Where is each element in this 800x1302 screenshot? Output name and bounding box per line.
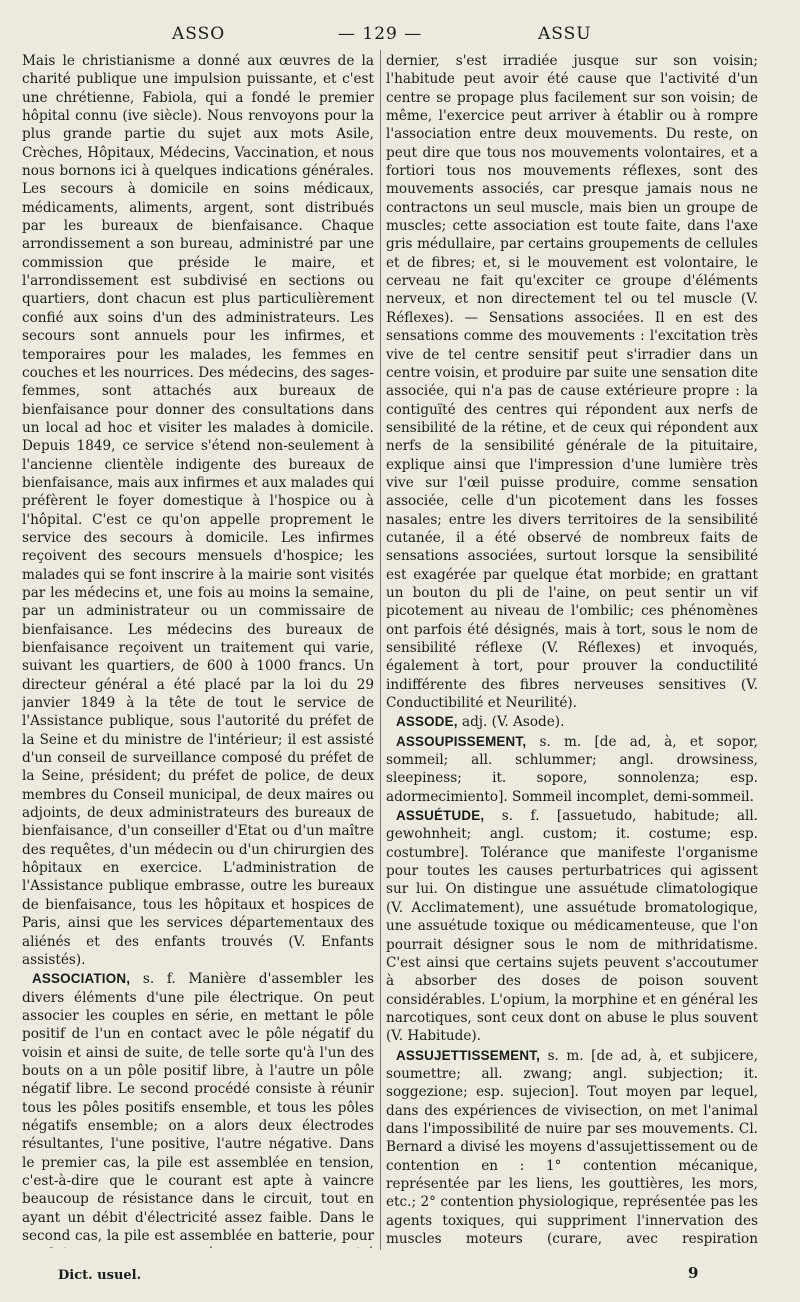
definition-assoupissement: s. m. [de ad, à, et sopor, sommeil; all. schlummer; angl. drowsiness, sleepiness; it. sopore, sonnolenza; esp. adormecimiento]. Sommeil incomplet, demi-sommeil. xyxy=(386,733,758,805)
headword-assujettissement: ASSUJETTISSEMENT, xyxy=(396,1047,541,1063)
page-footer xyxy=(0,1264,800,1292)
definition-assode: adj. (V. Asode). xyxy=(457,714,565,731)
signature-mark: Dict. usuel. xyxy=(58,1268,142,1283)
column-divider xyxy=(380,50,381,1250)
right-column xyxy=(386,52,758,1248)
assistance-continuation-paragraph: Mais le christianisme a donné aux œuvres de la charité publique une impulsion puissante, et c'est une chrétienne, Fabiola, qui a fondé le premier hôpital connu (ive siècle). Nous renvoyons pour la plus grande partie du sujet aux mots Asile, Crèches, Hôpitaux, Médecins, Vaccination, et nous nous bornons ici à quelques indications générales. Les secours à domicile en soins médicaux, médicaments, aliments, argent, sont distribués par les bureaux de bienfaisance. Chaque arrondissement a son bureau, administré par une commission que préside le maire, et l'arrondissement est subdivisé en sections ou quartiers, dont chacun est plus particulièrement confié aux soins d'un des administrateurs. Les secours sont annuels pour les infirmes, et temporaires pour les malades, les femmes en couches et les nourrices. Des médecins, des sages-femmes, sont attachés aux bureaux de bienfaisance pour donner des consultations dans un local ad hoc et visiter les malades à domicile. Depuis 1849, ce service s'étend non-seulement à l'ancienne clientèle indigente des bureaux de bienfaisance, mais aux infirmes et aux malades qui préfèrent le foyer domestique à l'hospice ou à l'hôpital. C'est ce qu'on appelle proprement le service des secours à domicile. Les infirmes reçoivent des secours mensuels d'hospice; les malades qui se font inscrire à la mairie sont visités par les médecins et, une fois au moins la semaine, par un administrateur ou un commissaire de bienfaisance. Les médecins des bureaux de bienfaisance reçoivent un traitement qui varie, suivant les quartiers, de 600 à 1000 francs. Un directeur général a été placé par la loi du 29 janvier 1849 à la tête de tout le service de l'Assistance publique, sous l'autorité du préfet de la Seine et du ministre de l'intérieur; il est assisté d'un conseil de surveillance composé du préfet de la Seine, président; du préfet de police, de deux membres du Conseil municipal, de deux maires ou adjoints, de deux administrateurs des bureaux de bienfaisance, d'un conseiller d'Etat ou d'un maître des requêtes, d'un médecin ou d'un chirurgien des hôpitaux en exercice. L'administration de l'Assistance publique embrasse, outre les bureaux de bienfaisance, tous les hôpitaux et hospices de Paris, ainsi que les services départementaux des aliénés et des enfants trouvés (V. Enfants assistés). xyxy=(22,53,374,968)
page-number: — 129 — xyxy=(338,24,423,44)
headword-assuetude: ASSUÉTUDE, xyxy=(396,808,485,824)
entry-assuetude xyxy=(386,807,758,1045)
entry-assoupissement xyxy=(386,733,758,806)
entry-assode xyxy=(386,713,758,731)
definition-association: s. f. Manière d'assembler les divers éléments d'une pile électrique. On peut associer les couples en série, en mettant le pôle positif de l'un en contact avec le pôle négatif du voisin et ainsi de suite, de telle sorte qu'à l'un des bouts on a un pôle positif libre, à l'autre un pôle négatif libre. Le second procédé consiste à réunir tous les pôles positifs ensemble, et tous les pôles négatifs ensemble; on a alors deux électrodes résultantes, l'une positive, l'autre négative. Dans le premier cas, la pile est assemblée en tension, c'est-à-dire que le courant est apte à vaincre beaucoup de résistance dans le circuit, tout en ayant un débit d'électricité assez faible. Dans le second cas, la pile est assemblée en batterie, pour xyxy=(22,971,374,1244)
sheet-number: 9 xyxy=(688,1264,699,1282)
running-header xyxy=(0,18,800,50)
entry-association xyxy=(22,970,374,1248)
header-left-guide-word: ASSO xyxy=(172,24,226,44)
headword-association: ASSOCIATION, xyxy=(32,971,131,987)
definition-assuetude: s. f. [assuetudo, habitude; all. gewohnheit; angl. custom; it. costume; esp. costumbre]. Tolérance que manifeste l'organisme pour toutes les causes perturbatrices qui agissent sur lui. On distingue une assuétude climatologique (V. Acclimatement), une assuétude bromatologique, une assuétude toxique ou médicamenteuse, que l'on pourrait désigner sous le nom de mithridatisme. C'est ainsi que certains sujets peuvent s'accoutumer à absorber des doses de poison souvent considérables. L'opium, la morphine et en général les narcotiques, sont ceux dont on abuse le plus souvent (V. Habitude). xyxy=(386,808,758,1045)
left-column xyxy=(22,52,374,1248)
entry-assujettissement xyxy=(386,1047,758,1248)
headword-assode: ASSODE, xyxy=(396,714,458,730)
header-right-guide-word: ASSU xyxy=(538,24,592,44)
headword-assoupissement: ASSOUPISSEMENT, xyxy=(396,733,527,749)
definition-assujettissement: s. m. [de ad, à, et subjicere, soumettre; all. zwang; angl. subjection; it. soggezione; esp. sujecion]. Tout moyen par lequel, dans des expériences de vivisection, on met l'animal dans l'impossibilité de nuire par ses mouvements. Cl. Bernard a divisé les moyens d'assujettissement ou de contention en : 1° contention mécanique, représentée par les liens, les gouttières, les mors, etc.; 2° contention physiologique, représentée pas les agents toxiques, qui suppriment l'innervation des muscles moteurs (curare, avec respiration xyxy=(386,1047,758,1247)
associe-continuation-paragraph: dernier, s'est irradiée jusque sur son voisin; l'habitude peut avoir été cause que l'activité d'un centre se propage plus facilement sur son voisin; de même, l'exercice peut arriver à établir ou à rompre l'association entre deux mouvements. Du reste, on peut dire que tous nos mouvements volontaires, et a fortiori tous nos mouvements réflexes, sont des mouvements associés, car presque jamais nous ne contractons un seul muscle, mais bien un groupe de muscles; cette association est toute faite, dans l'axe gris médullaire, par certains groupements de cellules et de fibres; et, si le mouvement est volontaire, le cerveau ne fait qu'exciter ce groupe d'éléments nerveux, et non directement tel ou tel muscle (V. Réflexes). — Sensations associées. Il en est des sensations comme des mouvements : l'excitation très vive de tel centre sensitif peut s'irradier dans un centre voisin, et produire par suite une sensation dite associée, qui n'a pas de cause extérieure propre : la contiguïté des centres qui répondent aux nerfs de sensibilité de la rétine, et de ceux qui répondent aux nerfs de la sensibilité générale de la pituitaire, explique ainsi que l'impression d'une lumière très vive sur l'œil puisse produire, comme sensation associée, celle d'un picotement dans les fosses nasales; entre les divers territoires de la sensibilité cutanée, il a été observé de nombreux faits de sensations associées, surtout lorsque la sensibilité est exagérée par quelque état morbide; en grattant un bouton du pli de l'aine, on peut sentir un vif picotement au niveau de l'ombilic; ces phénomènes ont parfois été désignés, mais à tort, sous le nom de sensibilité réflexe (V. Réflexes) et invoqués, également à tort, pour prouver la conductilité indifférente des fibres nerveuses sensitives (V. Conductibilité et Neurilité). xyxy=(386,53,758,712)
